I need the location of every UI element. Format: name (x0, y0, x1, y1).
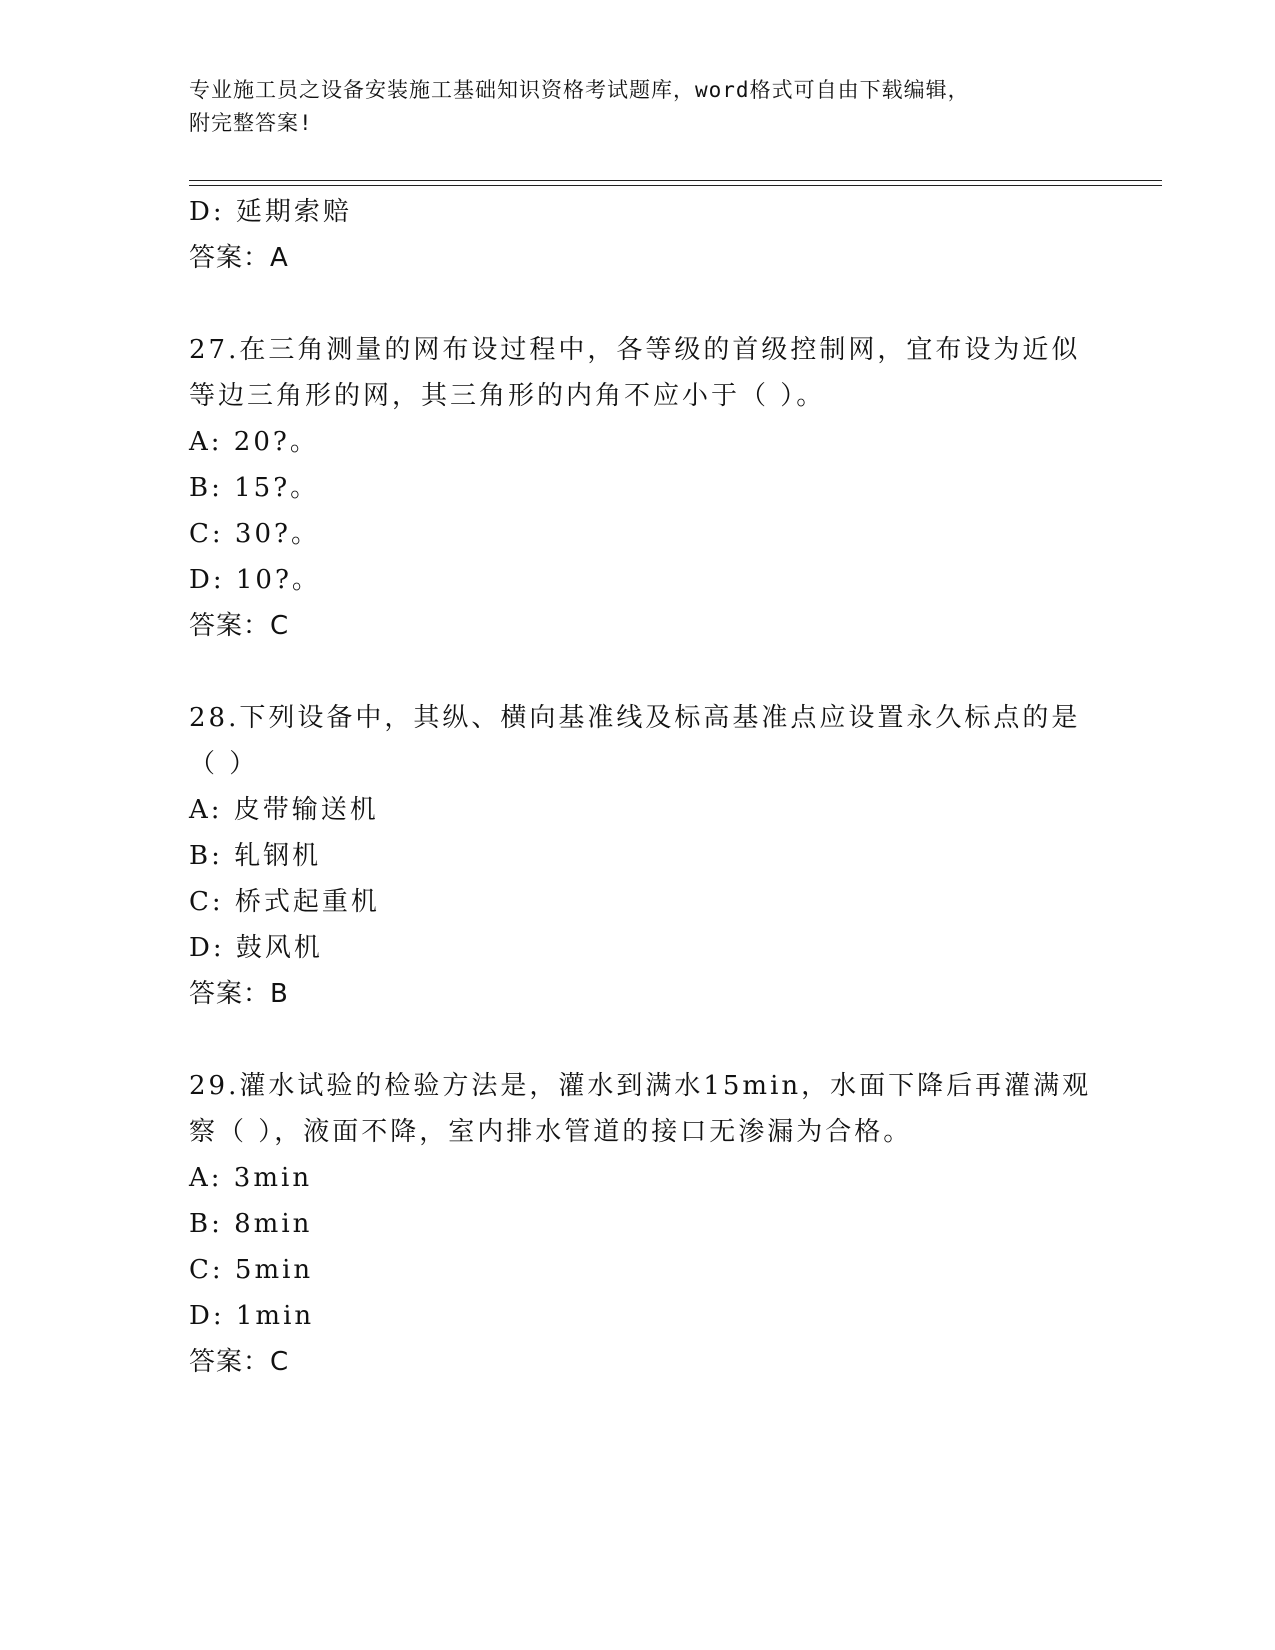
question-stem-line: 等边三角形的网，其三角形的内角不应小于（ ）。 (189, 381, 826, 411)
answer: 答案：C (189, 611, 290, 641)
question-list (189, 189, 1149, 1385)
option-b: B: 8min (189, 1209, 313, 1239)
spacer (189, 281, 1149, 327)
question-stem-line: 27.在三角测量的网布设过程中，各等级的首级控制网，宜布设为近似 (189, 335, 1081, 365)
header-rule-bottom (189, 185, 1162, 186)
question-stem-line: （ ） (189, 749, 259, 779)
prev-question-answer: 答案：A (189, 243, 289, 273)
header-line-1: 专业施工员之设备安装施工基础知识资格考试题库，word格式可自由下载编辑， (189, 78, 970, 102)
option-b: B: 15?。 (189, 473, 320, 503)
option-a: A: 皮带输送机 (189, 795, 379, 825)
option-b: B: 轧钢机 (189, 841, 322, 871)
spacer (189, 649, 1149, 695)
question-29 (189, 1063, 1149, 1385)
header-rule-top (189, 180, 1162, 181)
question-stem-line: 察（ ），液面不降，室内排水管道的接口无渗漏为合格。 (189, 1117, 913, 1147)
header-line-2: 附完整答案! (189, 111, 313, 135)
option-d: D: 10?。 (189, 565, 321, 595)
answer: 答案：B (189, 979, 289, 1009)
spacer (189, 1017, 1149, 1063)
question-28 (189, 695, 1149, 1017)
option-a: A: 20?。 (189, 427, 319, 457)
option-c: C: 桥式起重机 (189, 887, 380, 917)
page-header (189, 74, 1089, 140)
option-c: C: 30?。 (189, 519, 320, 549)
option-d: D: 鼓风机 (189, 933, 323, 963)
option-c: C: 5min (189, 1255, 314, 1285)
question-stem-line: 28.下列设备中，其纵、横向基准线及标高基准点应设置永久标点的是 (189, 703, 1081, 733)
option-a: A: 3min (189, 1163, 313, 1193)
prev-question-option-d: D: 延期索赔 (189, 197, 352, 227)
question-stem-line: 29.灌水试验的检验方法是，灌水到满水15min，水面下降后再灌满观 (189, 1071, 1092, 1101)
answer: 答案：C (189, 1347, 290, 1377)
question-27 (189, 327, 1149, 649)
option-d: D: 1min (189, 1301, 315, 1331)
